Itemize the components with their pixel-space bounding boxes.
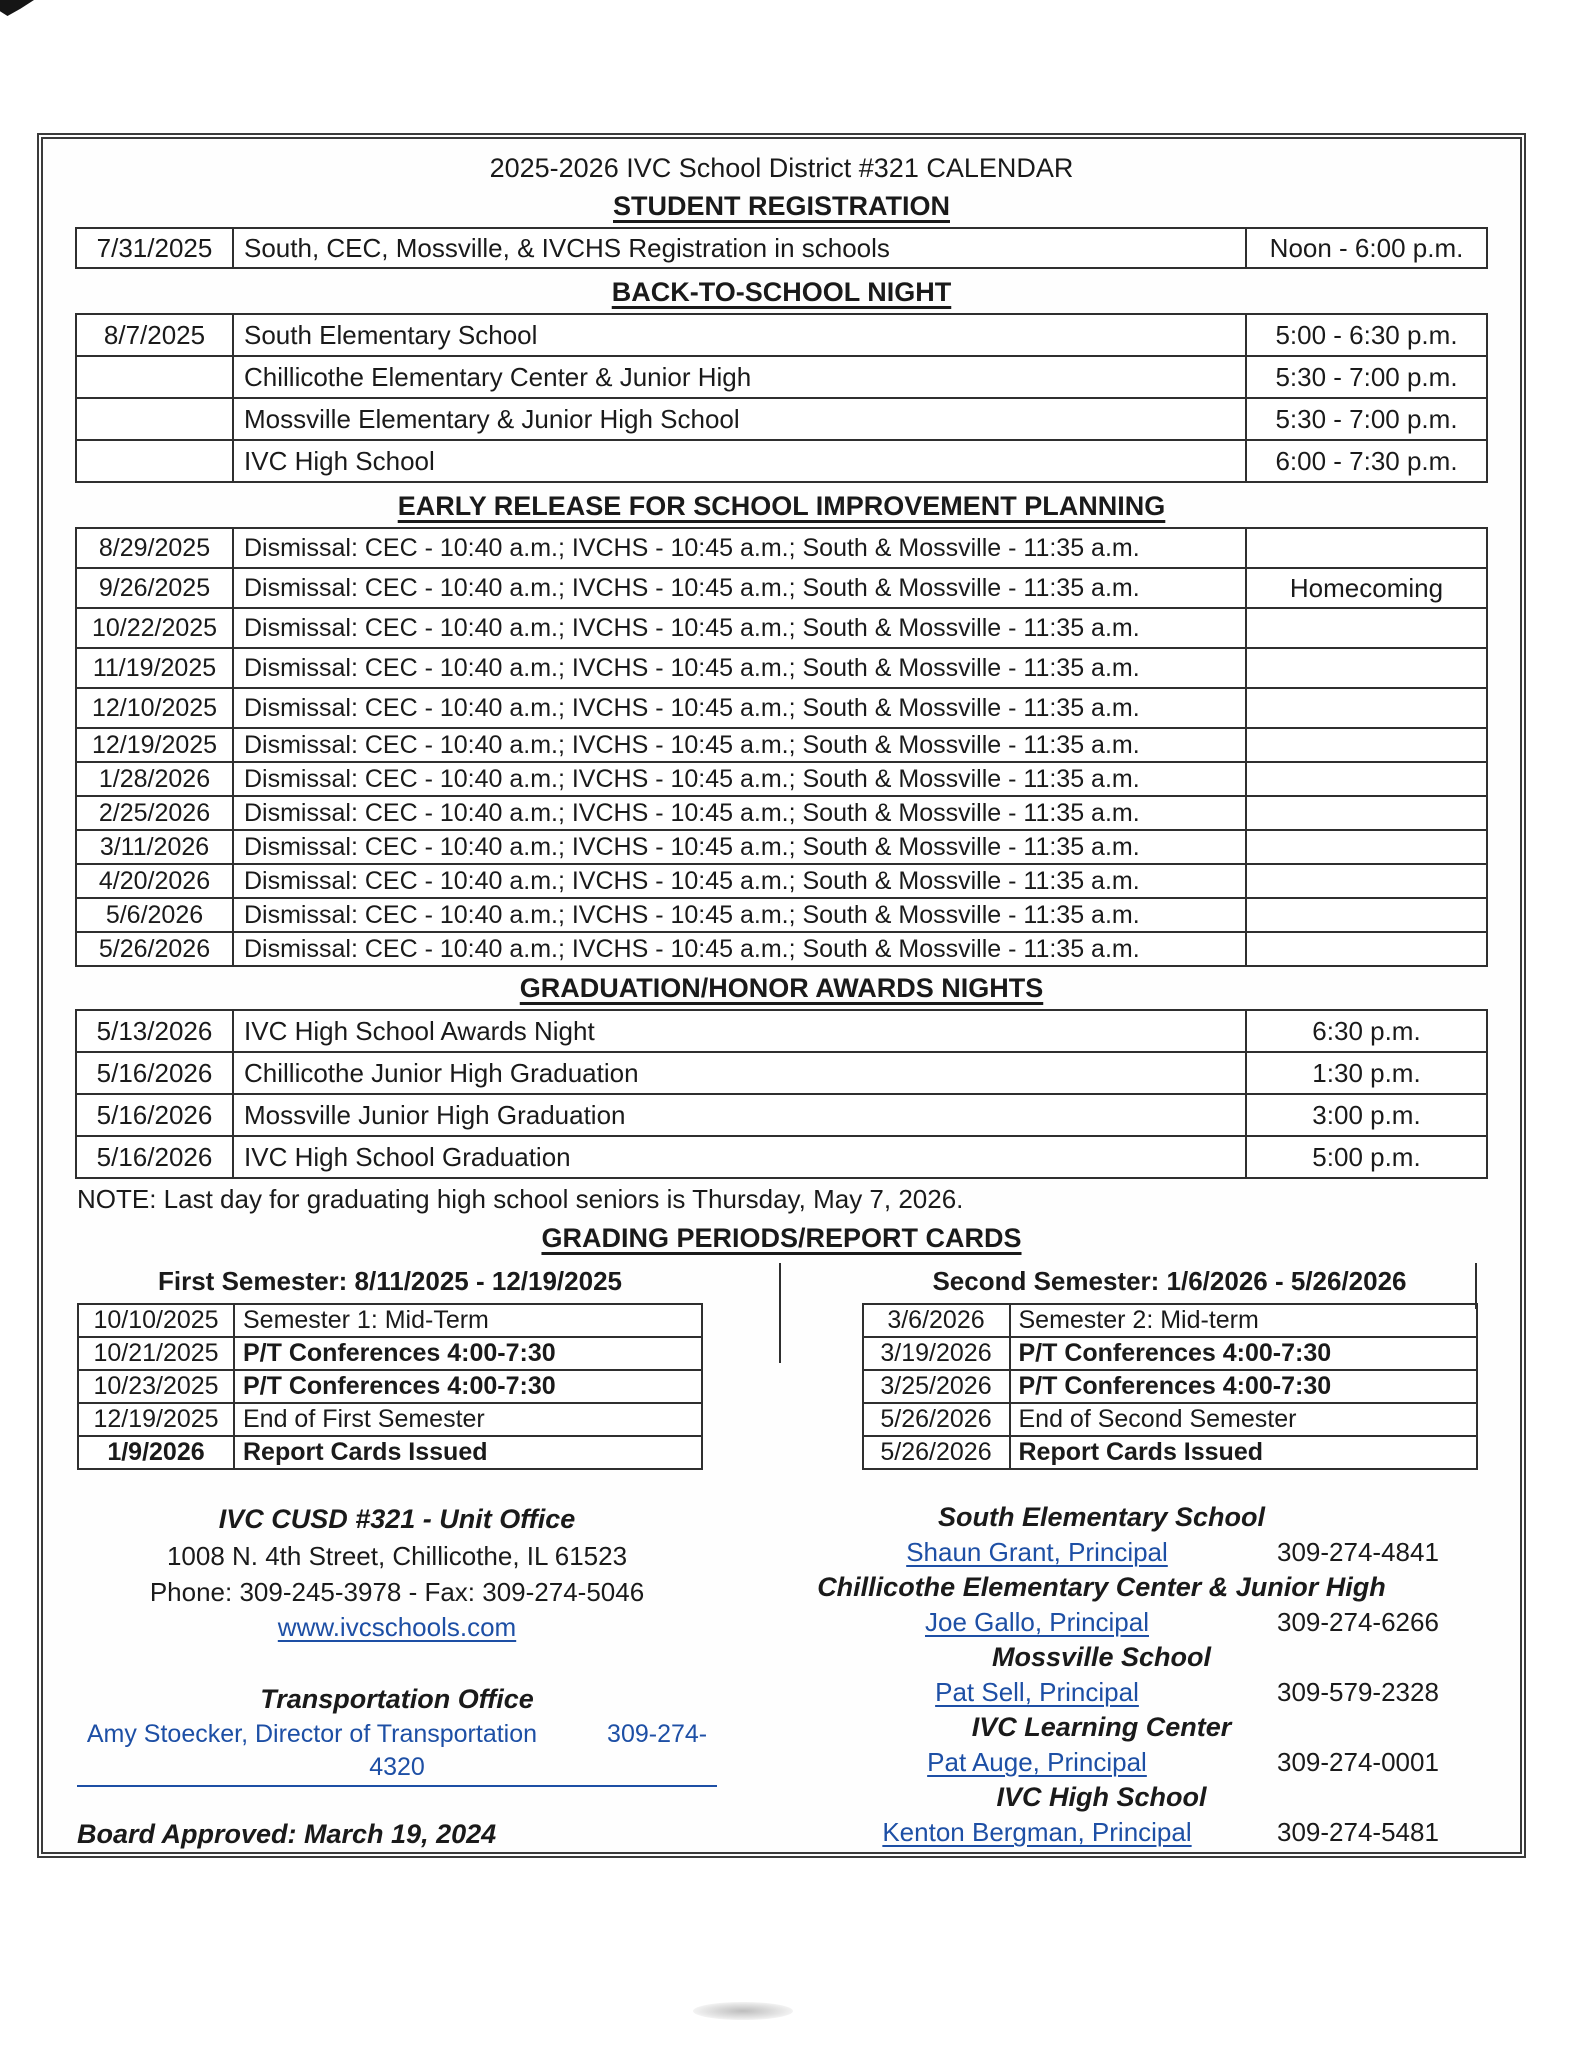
table-row	[77, 931, 1486, 965]
early-release-table	[75, 527, 1488, 967]
principal-link[interactable]: Kenton Bergman, Principal	[882, 1817, 1192, 1847]
time-cell: 5:00 - 6:30 p.m.	[1245, 315, 1486, 355]
note-cell	[1245, 865, 1486, 897]
date-cell: 3/19/2026	[864, 1338, 1011, 1369]
note-cell	[1245, 729, 1486, 761]
date-cell	[77, 357, 234, 397]
table-row	[864, 1369, 1476, 1402]
section-heading-early-release: EARLY RELEASE FOR SCHOOL IMPROVEMENT PLANNING	[397, 491, 1166, 521]
event-cell: Dismissal: CEC - 10:40 a.m.; IVCHS - 10:45 a.m.; South & Mossville - 11:35 a.m.	[244, 934, 1140, 963]
school-phone: 309-579-2328	[1277, 1677, 1439, 1707]
note-cell	[1245, 797, 1486, 829]
board-approved-note: Board Approved: March 19, 2024	[77, 1819, 497, 1849]
event-cell: IVC High School Graduation	[244, 1141, 571, 1172]
event-cell: P/T Conferences 4:00-7:30	[1018, 1372, 1332, 1400]
table-row	[77, 315, 1486, 355]
unit-office-phone-fax: Phone: 309-245-3978 - Fax: 309-274-5046	[149, 1577, 645, 1607]
table-row	[864, 1305, 1476, 1336]
date-cell: 12/19/2025	[79, 1404, 235, 1435]
date-cell: 4/20/2026	[77, 865, 234, 897]
table-border-stub	[1475, 1263, 1477, 1309]
event-cell: P/T Conferences 4:00-7:30	[243, 1339, 556, 1367]
school-contact-row	[717, 1745, 1486, 1780]
table-row	[77, 567, 1486, 607]
principal-link[interactable]: Pat Auge, Principal	[927, 1747, 1147, 1777]
table-row	[79, 1336, 701, 1369]
school-phone: 309-274-5481	[1277, 1817, 1439, 1847]
table-row	[77, 1135, 1486, 1177]
school-contact-row	[717, 1675, 1486, 1710]
note-cell	[1245, 831, 1486, 863]
time-cell: 6:30 p.m.	[1245, 1011, 1486, 1051]
school-name: IVC Learning Center	[971, 1712, 1232, 1742]
date-cell: 8/29/2025	[77, 529, 234, 567]
scan-artifact-speck	[0, 0, 34, 16]
unit-office-name: IVC CUSD #321 - Unit Office	[218, 1504, 576, 1534]
section-heading-graduation: GRADUATION/HONOR AWARDS NIGHTS	[519, 973, 1044, 1003]
date-cell: 5/16/2026	[77, 1053, 234, 1093]
event-cell: Mossville Junior High Graduation	[244, 1099, 626, 1130]
date-cell	[77, 441, 234, 481]
event-cell: Dismissal: CEC - 10:40 a.m.; IVCHS - 10:45 a.m.; South & Mossville - 11:35 a.m.	[244, 900, 1140, 929]
event-cell: Dismissal: CEC - 10:40 a.m.; IVCHS - 10:45 a.m.; South & Mossville - 11:35 a.m.	[244, 832, 1140, 861]
note-cell	[1245, 933, 1486, 965]
transportation-contact-name: Amy Stoecker, Director of Transportation	[86, 1720, 538, 1748]
table-row	[864, 1402, 1476, 1435]
contacts-section	[77, 1500, 1486, 1852]
back-to-school-table	[75, 313, 1488, 483]
table-row	[77, 529, 1486, 567]
event-cell: Dismissal: CEC - 10:40 a.m.; IVCHS - 10:45 a.m.; South & Mossville - 11:35 a.m.	[244, 613, 1140, 642]
table-row	[77, 897, 1486, 931]
table-row	[77, 727, 1486, 761]
school-contact-row	[717, 1535, 1486, 1570]
note-cell	[1245, 899, 1486, 931]
date-cell: 5/16/2026	[77, 1095, 234, 1135]
second-semester-table	[862, 1303, 1478, 1470]
school-phone: 309-274-4841	[1277, 1537, 1439, 1567]
school-contact-row	[717, 1605, 1486, 1640]
unit-office-address: 1008 N. 4th Street, Chillicothe, IL 61523	[166, 1541, 628, 1571]
date-cell: 9/26/2025	[77, 569, 234, 607]
table-row	[77, 863, 1486, 897]
time-cell: 1:30 p.m.	[1245, 1053, 1486, 1093]
date-cell: 3/6/2026	[864, 1305, 1011, 1336]
table-row	[77, 1093, 1486, 1135]
school-name: South Elementary School	[937, 1502, 1266, 1532]
second-semester-block	[782, 1259, 1487, 1470]
page-title: 2025-2026 IVC School District #321 CALENDAR	[489, 153, 1074, 183]
table-row	[79, 1369, 701, 1402]
event-cell: Mossville Elementary & Junior High School	[244, 403, 740, 434]
event-cell: Semester 2: Mid-term	[1018, 1306, 1259, 1334]
section-heading-back-to-school: BACK-TO-SCHOOL NIGHT	[611, 277, 952, 307]
calendar-page	[37, 133, 1526, 1858]
time-cell: 5:00 p.m.	[1245, 1137, 1486, 1177]
graduation-table	[75, 1009, 1488, 1179]
event-cell: End of Second Semester	[1018, 1405, 1297, 1433]
district-offices-column	[77, 1500, 717, 1852]
date-cell: 10/23/2025	[79, 1371, 235, 1402]
transportation-office-name: Transportation Office	[260, 1684, 534, 1714]
date-cell: 10/22/2025	[77, 609, 234, 647]
transportation-phone: 309-274-4320	[369, 1720, 708, 1781]
table-row	[77, 647, 1486, 687]
table-row	[77, 1011, 1486, 1051]
time-cell: 6:00 - 7:30 p.m.	[1245, 441, 1486, 481]
table-row	[864, 1336, 1476, 1369]
first-semester-header: First Semester: 8/11/2025 - 12/19/2025	[158, 1265, 622, 1296]
school-contact-row	[717, 1815, 1486, 1850]
event-cell: Dismissal: CEC - 10:40 a.m.; IVCHS - 10:45 a.m.; South & Mossville - 11:35 a.m.	[244, 730, 1140, 759]
event-cell: Dismissal: CEC - 10:40 a.m.; IVCHS - 10:45 a.m.; South & Mossville - 11:35 a.m.	[244, 764, 1140, 793]
section-heading-student-registration: STUDENT REGISTRATION	[613, 191, 950, 221]
section-heading-grading: GRADING PERIODS/REPORT CARDS	[541, 1223, 1022, 1253]
first-semester-block	[77, 1259, 782, 1470]
event-cell: Chillicothe Junior High Graduation	[244, 1057, 639, 1088]
event-cell: Dismissal: CEC - 10:40 a.m.; IVCHS - 10:45 a.m.; South & Mossville - 11:35 a.m.	[244, 653, 1140, 682]
date-cell: 5/6/2026	[77, 899, 234, 931]
note-cell	[1245, 529, 1486, 567]
event-cell: Dismissal: CEC - 10:40 a.m.; IVCHS - 10:45 a.m.; South & Mossville - 11:35 a.m.	[244, 573, 1140, 602]
event-cell: Report Cards Issued	[1018, 1438, 1264, 1466]
date-cell: 11/19/2025	[77, 649, 234, 687]
event-cell: P/T Conferences 4:00-7:30	[243, 1372, 556, 1400]
date-cell: 3/11/2026	[77, 831, 234, 863]
school-phone: 309-274-0001	[1277, 1747, 1439, 1777]
table-row	[77, 229, 1486, 267]
seniors-note: NOTE: Last day for graduating high school seniors is Thursday, May 7, 2026.	[77, 1184, 964, 1214]
event-cell: IVC High School	[244, 445, 435, 476]
note-cell	[1245, 763, 1486, 795]
date-cell	[77, 399, 234, 439]
transportation-contact-link[interactable]	[77, 1718, 717, 1787]
event-cell: P/T Conferences 4:00-7:30	[1018, 1339, 1332, 1367]
date-cell: 12/19/2025	[77, 729, 234, 761]
table-row	[79, 1402, 701, 1435]
grading-periods	[77, 1259, 1486, 1470]
note-cell	[1245, 649, 1486, 687]
event-cell: South Elementary School	[244, 319, 538, 350]
event-cell: IVC High School Awards Night	[244, 1015, 595, 1046]
event-cell: Dismissal: CEC - 10:40 a.m.; IVCHS - 10:45 a.m.; South & Mossville - 11:35 a.m.	[244, 866, 1140, 895]
date-cell: 5/16/2026	[77, 1137, 234, 1177]
school-name: Chillicothe Elementary Center & Junior High	[817, 1572, 1386, 1602]
date-cell: 5/26/2026	[864, 1404, 1011, 1435]
event-cell: Semester 1: Mid-Term	[243, 1306, 489, 1334]
event-cell: Dismissal: CEC - 10:40 a.m.; IVCHS - 10:45 a.m.; South & Mossville - 11:35 a.m.	[244, 693, 1140, 722]
time-cell: Noon - 6:00 p.m.	[1245, 229, 1486, 267]
second-semester-header: Second Semester: 1/6/2026 - 5/26/2026	[932, 1265, 1407, 1296]
date-cell: 2/25/2026	[77, 797, 234, 829]
table-row	[79, 1305, 701, 1336]
school-name: Mossville School	[991, 1642, 1212, 1672]
table-row	[79, 1435, 701, 1468]
table-row	[77, 1051, 1486, 1093]
date-cell: 5/26/2026	[77, 933, 234, 965]
time-cell: 5:30 - 7:00 p.m.	[1245, 357, 1486, 397]
event-cell: Chillicothe Elementary Center & Junior High	[244, 361, 752, 392]
date-cell: 1/28/2026	[77, 763, 234, 795]
time-cell: 5:30 - 7:00 p.m.	[1245, 399, 1486, 439]
event-cell: South, CEC, Mossville, & IVCHS Registration in schools	[244, 232, 890, 263]
date-cell: 7/31/2025	[77, 229, 234, 267]
table-row	[77, 607, 1486, 647]
event-cell: Dismissal: CEC - 10:40 a.m.; IVCHS - 10:45 a.m.; South & Mossville - 11:35 a.m.	[244, 533, 1140, 562]
note-cell	[1245, 609, 1486, 647]
website-link[interactable]: www.ivcschools.com	[277, 1612, 517, 1642]
table-divider-line	[779, 1263, 781, 1363]
scan-artifact-smudge	[693, 2002, 793, 2020]
table-row	[77, 355, 1486, 397]
event-cell: Dismissal: CEC - 10:40 a.m.; IVCHS - 10:45 a.m.; South & Mossville - 11:35 a.m.	[244, 798, 1140, 827]
table-row	[77, 687, 1486, 727]
time-cell: 3:00 p.m.	[1245, 1095, 1486, 1135]
date-cell: 10/21/2025	[79, 1338, 235, 1369]
event-cell: End of First Semester	[243, 1405, 485, 1433]
principal-link[interactable]: Pat Sell, Principal	[935, 1677, 1139, 1707]
note-cell: Homecoming	[1245, 569, 1486, 607]
principal-link[interactable]: Joe Gallo, Principal	[925, 1607, 1149, 1637]
table-row	[77, 761, 1486, 795]
student-registration-table	[75, 227, 1488, 269]
principal-link[interactable]: Shaun Grant, Principal	[906, 1537, 1168, 1567]
schools-column	[717, 1500, 1486, 1852]
date-cell: 10/10/2025	[79, 1305, 235, 1336]
date-cell: 5/13/2026	[77, 1011, 234, 1051]
school-phone: 309-274-6266	[1277, 1607, 1439, 1637]
first-semester-table	[77, 1303, 703, 1470]
table-row	[77, 795, 1486, 829]
table-row	[77, 439, 1486, 481]
table-row	[77, 829, 1486, 863]
date-cell: 1/9/2026	[79, 1437, 235, 1468]
note-cell	[1245, 689, 1486, 727]
table-row	[77, 397, 1486, 439]
event-cell: Report Cards Issued	[243, 1438, 488, 1466]
date-cell: 3/25/2026	[864, 1371, 1011, 1402]
table-row	[864, 1435, 1476, 1468]
school-name: IVC High School	[996, 1782, 1207, 1812]
date-cell: 5/26/2026	[864, 1437, 1011, 1468]
date-cell: 12/10/2025	[77, 689, 234, 727]
date-cell: 8/7/2025	[77, 315, 234, 355]
